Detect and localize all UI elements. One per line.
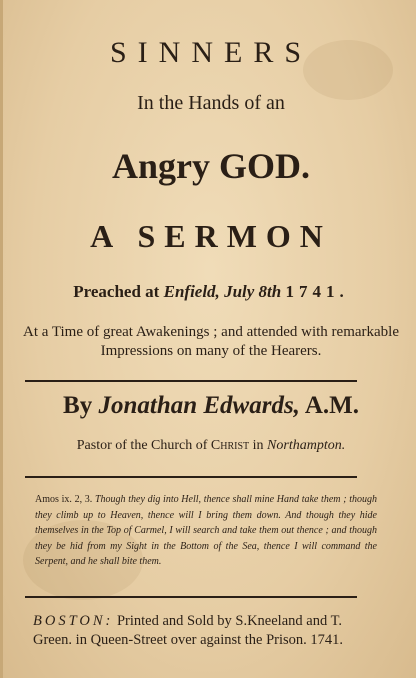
- pastor-christ: Christ: [210, 438, 250, 453]
- preached-place: Enfield,: [163, 282, 220, 301]
- imprint-text: Printed and Sold by S.Kneeland and T. Green. in Queen-Street over against the Prison. 1741.: [33, 613, 344, 648]
- imprint-place: BOSTON:: [33, 613, 114, 629]
- scripture-text: Though they dig into Hell, thence shall mine Hand take them ; though they climb up to Heaven, thence will I bring them down. And though they hide themselves in the Top of Carmel, I will search and take them out thence ; and though they be hid from my Sight in the Bottom of the Sea, thence I will command the Serpent, and he shall bite them.: [35, 494, 377, 567]
- scripture-quote: [35, 492, 377, 570]
- pastor-prefix: Pastor of the Church of: [76, 438, 208, 453]
- rule-divider: [25, 380, 357, 382]
- title-sermon: A SERMON: [90, 218, 332, 254]
- author-degree: A.M.: [304, 392, 359, 419]
- preached-prefix: Preached at: [73, 282, 160, 301]
- imprint: [33, 612, 373, 650]
- rule-divider: [25, 476, 357, 478]
- title-hands: In the Hands of an: [137, 92, 285, 114]
- author-name: Jonathan Edwards,: [98, 392, 300, 419]
- rule-divider: [25, 596, 357, 598]
- preached-line: [3, 282, 416, 302]
- preached-date: July 8th: [224, 282, 282, 301]
- pastor-town: Northampton.: [267, 438, 346, 453]
- author-by: By: [63, 392, 93, 419]
- scripture-ref: Amos ix. 2, 3.: [35, 494, 93, 505]
- pastor-in: in: [252, 438, 264, 453]
- awakenings-text: At a Time of great Awakenings ; and attended with remarkable Impressions on many of the Hearers.: [22, 324, 400, 359]
- title-angry-god: Angry GOD.: [112, 146, 310, 186]
- preached-year: 1741.: [285, 282, 349, 301]
- pastor-line: [3, 438, 416, 454]
- title-sinners: SINNERS: [109, 36, 313, 69]
- author-line: [3, 392, 416, 420]
